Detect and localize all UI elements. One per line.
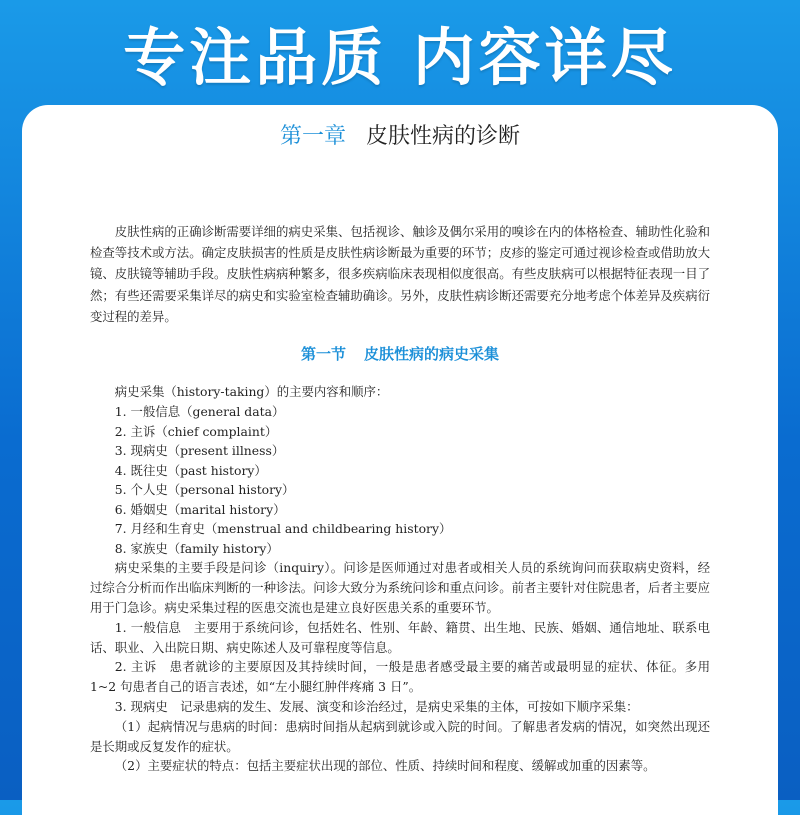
list-item: 3. 现病史（present illness）: [114, 443, 285, 459]
section-heading: [90, 344, 710, 365]
list-item: 6. 婚姻史（marital history）: [114, 501, 286, 517]
list-item: 4. 既往史（past history）: [114, 462, 267, 478]
book-page: [22, 105, 778, 815]
list-item: 2. 主诉（chief complaint）: [114, 423, 278, 439]
paragraph-main-symptoms: （2）主要症状的特点：包括主要症状出现的部位、性质、持续时间和程度、缓解或加重的因素等。: [114, 758, 656, 774]
list-item: 7. 月经和生育史（menstrual and childbearing history）: [114, 521, 452, 537]
section-number: 第一节: [300, 345, 346, 364]
intro-paragraph: 皮肤性病的正确诊断需要详细的病史采集、包括视诊、触诊及偶尔采用的嗅诊在内的体格检查、辅助性化验和检查等技术或方法。确定皮肤损害的性质是皮肤性病诊断最为重要的环节；皮疹的鉴定可通过视诊检查或借助放大镜、皮肤镜等辅助手段。皮肤性病病种繁多，很多疾病临床表现相似度很高。有些皮肤病可以根据特征表现一目了然；有些还需要采集详尽的病史和实验室检查辅助确诊。另外，皮肤性病诊断还需要充分地考虑个体差异及疾病衍变过程的差异。: [90, 224, 710, 324]
chapter-heading: [22, 119, 778, 150]
list-item: 1. 一般信息（general data）: [114, 404, 285, 420]
paragraph-inquiry: 病史采集的主要手段是问诊（inquiry）。问诊是医师通过对患者或相关人员的系统询问而获取病史资料，经过综合分析而作出临床判断的一种诊法。问诊大致分为系统问诊和重点问诊。前者主要针对住院患者，后者主要应用于门急诊。病史采集过程的医患交流也是建立良好医患关系的重要环节。: [90, 560, 710, 616]
chapter-number: 第一章: [279, 124, 346, 149]
body-paragraphs: [90, 558, 710, 776]
list-item: 5. 个人史（personal history）: [114, 482, 295, 498]
history-items-list: [90, 402, 710, 558]
list-item: 8. 家族史（family history）: [114, 540, 279, 556]
banner-title: 专注品质 内容详尽: [123, 21, 677, 94]
paragraph-onset: （1）起病情况与患病的时间：患病时间指从起病到就诊或入院的时间。了解患者发病的情况，如突然出现还是长期或反复发作的症状。: [90, 718, 710, 754]
paragraph-present-illness: 3. 现病史 记录患病的发生、发展、演变和诊治经过，是病史采集的主体，可按如下顺序采集：: [114, 699, 639, 714]
list-intro: 病史采集（history-taking）的主要内容和顺序：: [114, 384, 389, 400]
chapter-title: 皮肤性病的诊断: [366, 124, 521, 149]
paragraph-chief-complaint: 2. 主诉 患者就诊的主要原因及其持续时间，一般是患者感受最主要的痛苦或最明显的症状、体征。多用 1~2 句患者自己的语言表述，如“左小腿红肿伴疼痛 3 日”。: [90, 659, 710, 695]
paragraph-general-data: 1. 一般信息 主要用于系统问诊，包括姓名、性别、年龄、籍贯、出生地、民族、婚姻、通信地址、联系电话、职业、入出院日期、病史陈述人及可靠程度等信息。: [90, 619, 710, 655]
section-title: 皮肤性病的病史采集: [364, 345, 500, 364]
promo-banner: [0, 0, 800, 105]
page-body: [90, 221, 710, 776]
